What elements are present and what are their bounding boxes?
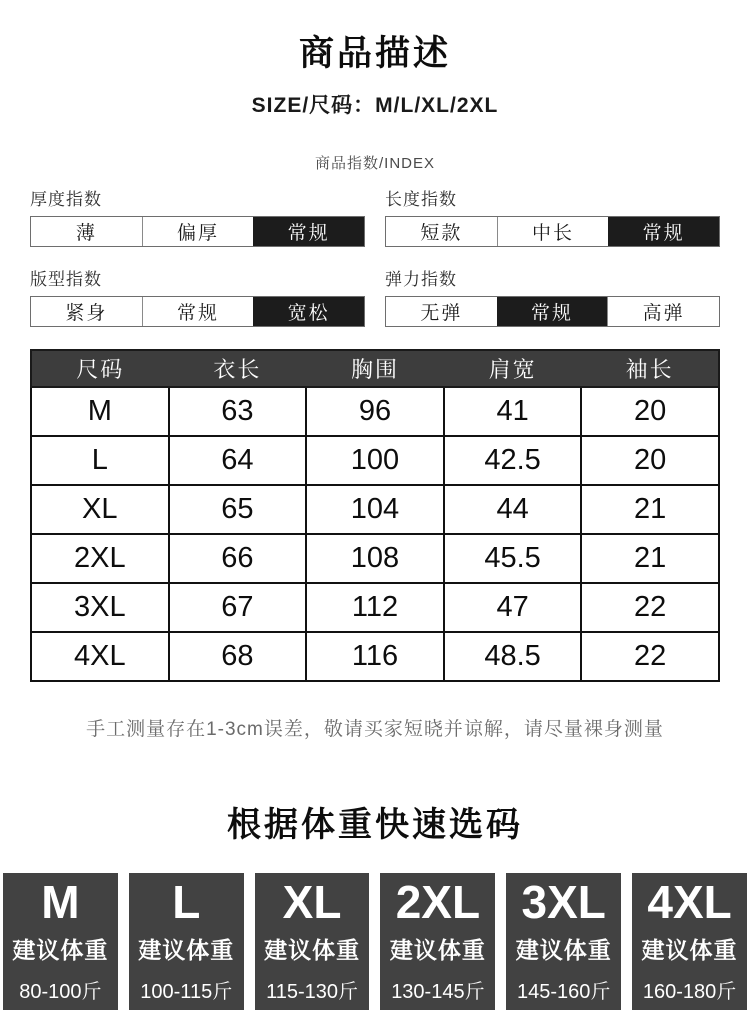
cell-value: 96 <box>306 387 444 436</box>
weight-box-2xl <box>380 873 495 1010</box>
cell-value: 47 <box>444 583 582 632</box>
cell-size: 2XL <box>31 534 169 583</box>
thickness-index-bar <box>30 216 365 247</box>
length-index-label: 长度指数 <box>385 190 457 209</box>
elasticity-index-bar <box>385 296 720 327</box>
weight-box-size: 3XL <box>521 876 606 928</box>
weight-box-range: 115-130斤 <box>266 981 359 1003</box>
index-option: 薄 <box>75 223 97 244</box>
weight-box-label: 建议体重 <box>12 937 109 963</box>
weight-box-range: 160-180斤 <box>642 981 737 1003</box>
cell-value: 112 <box>306 583 444 632</box>
cell-value: 20 <box>581 436 719 485</box>
cell-size: M <box>31 387 169 436</box>
cell-value: 42.5 <box>444 436 582 485</box>
fit-index-label: 版型指数 <box>30 270 102 289</box>
weight-box-range: 145-160斤 <box>517 981 611 1003</box>
size-chart-table <box>30 349 720 682</box>
table-row <box>31 583 719 632</box>
elasticity-index-label: 弹力指数 <box>385 270 457 289</box>
cell-size: L <box>31 436 169 485</box>
col-header-shoulder: 肩宽 <box>444 350 582 387</box>
weight-box-label: 建议体重 <box>389 937 486 963</box>
size-range-line: SIZE/尺码：M/L/XL/2XL <box>251 94 499 117</box>
weight-box-l <box>129 873 244 1010</box>
table-row <box>31 632 719 681</box>
index-section-label: 商品指数/INDEX <box>314 155 435 172</box>
index-option: 中长 <box>497 217 609 246</box>
weight-box-xl <box>255 873 370 1010</box>
cell-value: 116 <box>306 632 444 681</box>
index-option-active: 宽松 <box>253 297 364 326</box>
table-row <box>31 485 719 534</box>
index-option: 常规 <box>142 297 254 326</box>
index-option: 短款 <box>420 223 463 244</box>
cell-size: XL <box>31 485 169 534</box>
cell-value: 48.5 <box>444 632 582 681</box>
weight-box-range: 80-100斤 <box>19 981 102 1003</box>
weight-box-4xl <box>632 873 747 1010</box>
cell-value: 66 <box>169 534 307 583</box>
index-option: 高弹 <box>607 297 719 326</box>
weight-box-row <box>0 873 750 1010</box>
col-header-sleeve: 袖长 <box>581 350 719 387</box>
cell-value: 44 <box>444 485 582 534</box>
cell-value: 104 <box>306 485 444 534</box>
cell-value: 63 <box>169 387 307 436</box>
fit-index-block <box>30 265 365 327</box>
cell-value: 22 <box>581 632 719 681</box>
weight-box-m <box>3 873 118 1010</box>
measurement-note: 手工测量存在1-3cm误差，敬请买家短晓并谅解，请尽量裸身测量 <box>86 719 664 740</box>
weight-box-size: M <box>41 876 80 928</box>
col-header-bust: 胸围 <box>306 350 444 387</box>
index-option: 偏厚 <box>142 217 254 246</box>
index-option: 无弹 <box>420 303 463 324</box>
weight-box-size: 4XL <box>647 876 732 928</box>
thickness-index-label: 厚度指数 <box>30 190 102 209</box>
cell-value: 65 <box>169 485 307 534</box>
table-row <box>31 387 719 436</box>
col-header-garment-length: 衣长 <box>169 350 307 387</box>
col-header-size: 尺码 <box>31 350 169 387</box>
index-option-active: 常规 <box>608 217 719 246</box>
table-row <box>31 534 719 583</box>
cell-size: 4XL <box>31 632 169 681</box>
weight-box-size: XL <box>282 876 342 928</box>
weight-box-label: 建议体重 <box>641 937 738 963</box>
weight-box-size: 2XL <box>395 876 481 928</box>
weight-box-label: 建议体重 <box>515 937 612 963</box>
index-option: 紧身 <box>65 303 108 324</box>
index-option-active: 常规 <box>497 297 608 326</box>
cell-value: 64 <box>169 436 307 485</box>
cell-value: 108 <box>306 534 444 583</box>
weight-box-label: 建议体重 <box>138 937 235 963</box>
elasticity-index-block <box>385 265 720 327</box>
cell-value: 100 <box>306 436 444 485</box>
cell-value: 22 <box>581 583 719 632</box>
index-option-active: 常规 <box>253 217 364 246</box>
cell-value: 45.5 <box>444 534 582 583</box>
page-title: 商品描述 <box>298 34 451 73</box>
weight-box-3xl <box>506 873 621 1010</box>
weight-box-label: 建议体重 <box>264 937 361 963</box>
index-grid <box>0 185 750 327</box>
table-row <box>31 436 719 485</box>
thickness-index-block <box>30 185 365 247</box>
weight-box-size: L <box>172 876 201 928</box>
length-index-block <box>385 185 720 247</box>
size-table-header-row <box>31 350 719 387</box>
length-index-bar <box>385 216 720 247</box>
weight-box-range: 130-145斤 <box>391 981 485 1003</box>
fit-index-bar <box>30 296 365 327</box>
cell-value: 68 <box>169 632 307 681</box>
weight-box-range: 100-115斤 <box>140 981 233 1003</box>
weight-section-title: 根据体重快速选码 <box>227 806 523 844</box>
cell-value: 67 <box>169 583 307 632</box>
cell-value: 21 <box>581 534 719 583</box>
cell-value: 41 <box>444 387 582 436</box>
cell-value: 20 <box>581 387 719 436</box>
cell-value: 21 <box>581 485 719 534</box>
cell-size: 3XL <box>31 583 169 632</box>
